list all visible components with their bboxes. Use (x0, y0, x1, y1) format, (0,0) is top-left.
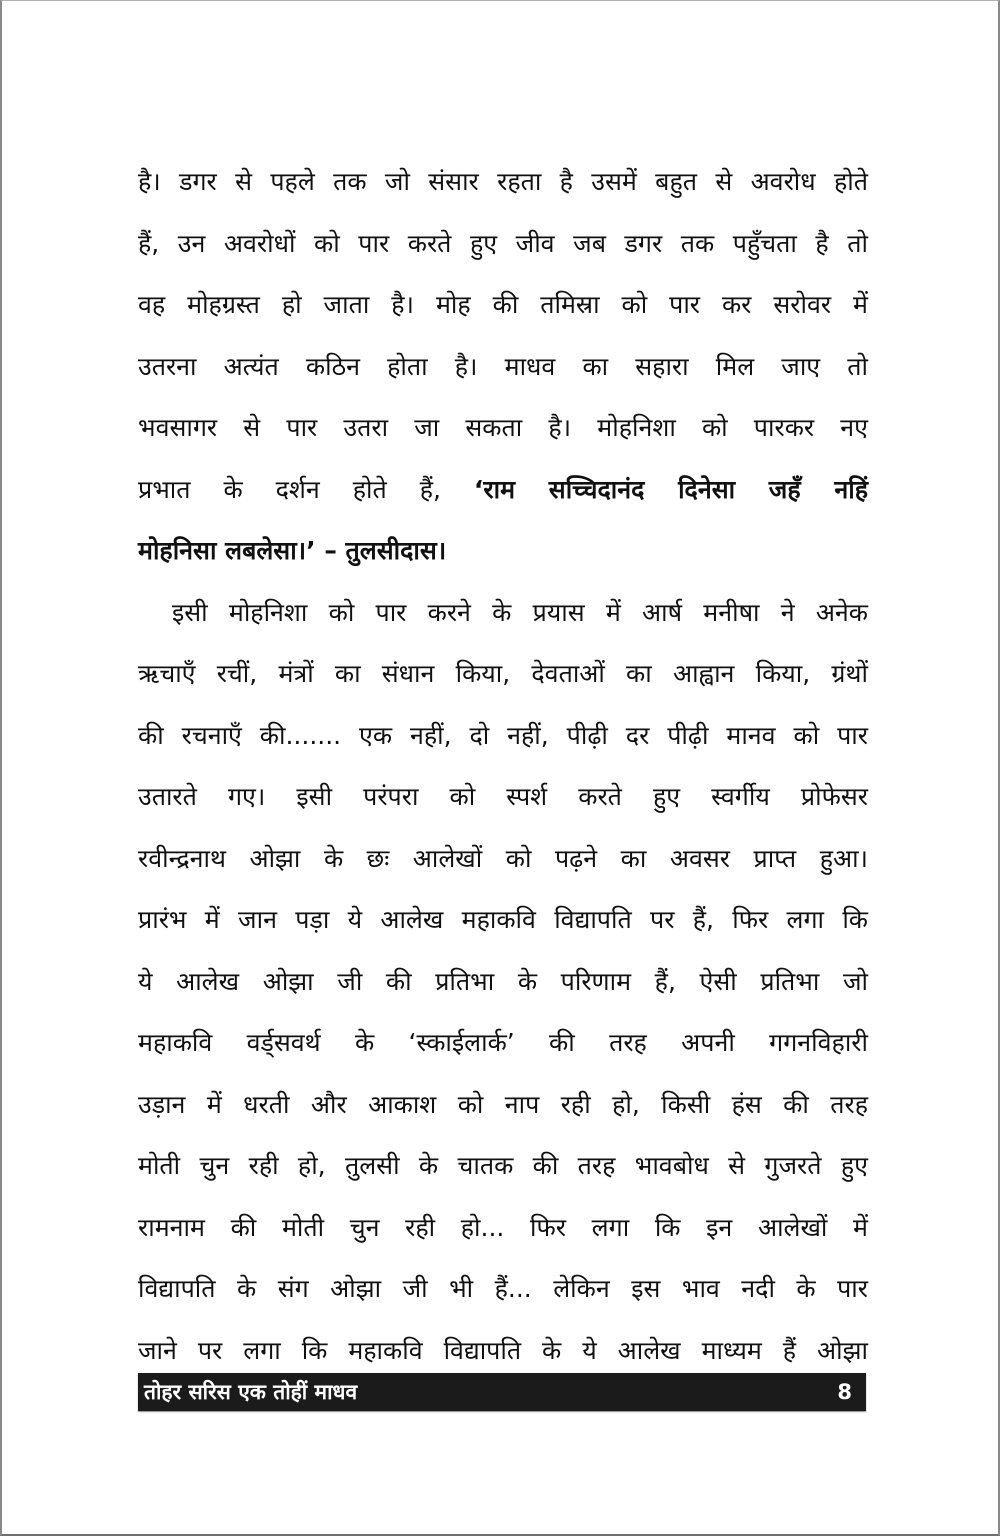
tulsidas-quote: ‘राम सच्चिदानंद दिनेसा जहँ नहिं (473, 474, 868, 504)
text-line: रवीन्द्रनाथ ओझा के छः आलेखों को पढ़ने का अवसर प्राप्त हुआ। (138, 843, 868, 873)
text-line: विद्यापति के संग ओझा जी भी हैं... लेकिन इस भाव नदी के पार (138, 1274, 868, 1303)
book-page (2, 1, 1000, 1537)
paragraph-start: इसी मोहनिशा को पार करने के प्रयास में आर्ष मनीषा ने अनेक (172, 597, 868, 627)
page-number: 8 (837, 1380, 852, 1404)
text-line: है। डगर से पहले तक जो संसार रहता है उसमें बहुत से अवरोध होते (138, 167, 868, 196)
text-line: ये आलेख ओझा जी की प्रतिभा के परिणाम हैं, ऐसी प्रतिभा जो (138, 966, 868, 996)
text-line: उड़ान में धरती और आकाश को नाप रही हो, किसी हंस की तरह (138, 1089, 868, 1119)
text-line: जाने पर लगा कि महाकवि विद्यापति के ये आलेख माध्यम हैं ओझा (138, 1335, 868, 1365)
text-line: वह मोहग्रस्त हो जाता है। मोह की तमिस्रा को पार कर सरोवर में (138, 290, 868, 319)
text-line: महाकवि वर्ड्सवर्थ के ‘स्काईलार्क’ की तरह अपनी गगनविहारी (138, 1028, 868, 1057)
text-span: प्रभात के दर्शन होते हैं, (138, 474, 474, 504)
text-line-with-quote (138, 459, 868, 521)
page-footer (138, 1373, 866, 1411)
text-line: भवसागर से पार उतरा जा सकता है। मोहनिशा को पारकर नए (138, 413, 868, 442)
text-line: उतरना अत्यंत कठिन होता है। माधव का सहारा मिल जाए तो (138, 351, 868, 381)
text-line: रामनाम की मोती चुन रही हो... फिर लगा कि इन आलेखों में (138, 1212, 868, 1242)
text-line: ऋचाएँ रचीं, मंत्रों का संधान किया, देवताओं का आह्वान किया, ग्रंथों (138, 659, 868, 688)
text-line: प्रारंभ में जान पड़ा ये आलेख महाकवि विद्यापति पर हैं, फिर लगा कि (138, 905, 868, 934)
book-title: तोहर सरिस एक तोहीं माधव (144, 1380, 358, 1404)
body-text (138, 151, 868, 1381)
text-line: उतारते गए। इसी परंपरा को स्पर्श करते हुए स्वर्गीय प्रोफेसर (138, 782, 868, 811)
tulsidas-quote-end: मोहनिसा लबलेसा।’ – तुलसीदास। (138, 536, 447, 565)
text-line: की रचनाएँ की....... एक नहीं, दो नहीं, पीढ़ी दर पीढ़ी मानव को पार (138, 720, 868, 750)
text-line: मोती चुन रही हो, तुलसी के चातक की तरह भावबोध से गुजरते हुए (138, 1151, 868, 1180)
text-line: हैं, उन अवरोधों को पार करते हुए जीव जब डगर तक पहुँचता है तो (138, 228, 868, 258)
